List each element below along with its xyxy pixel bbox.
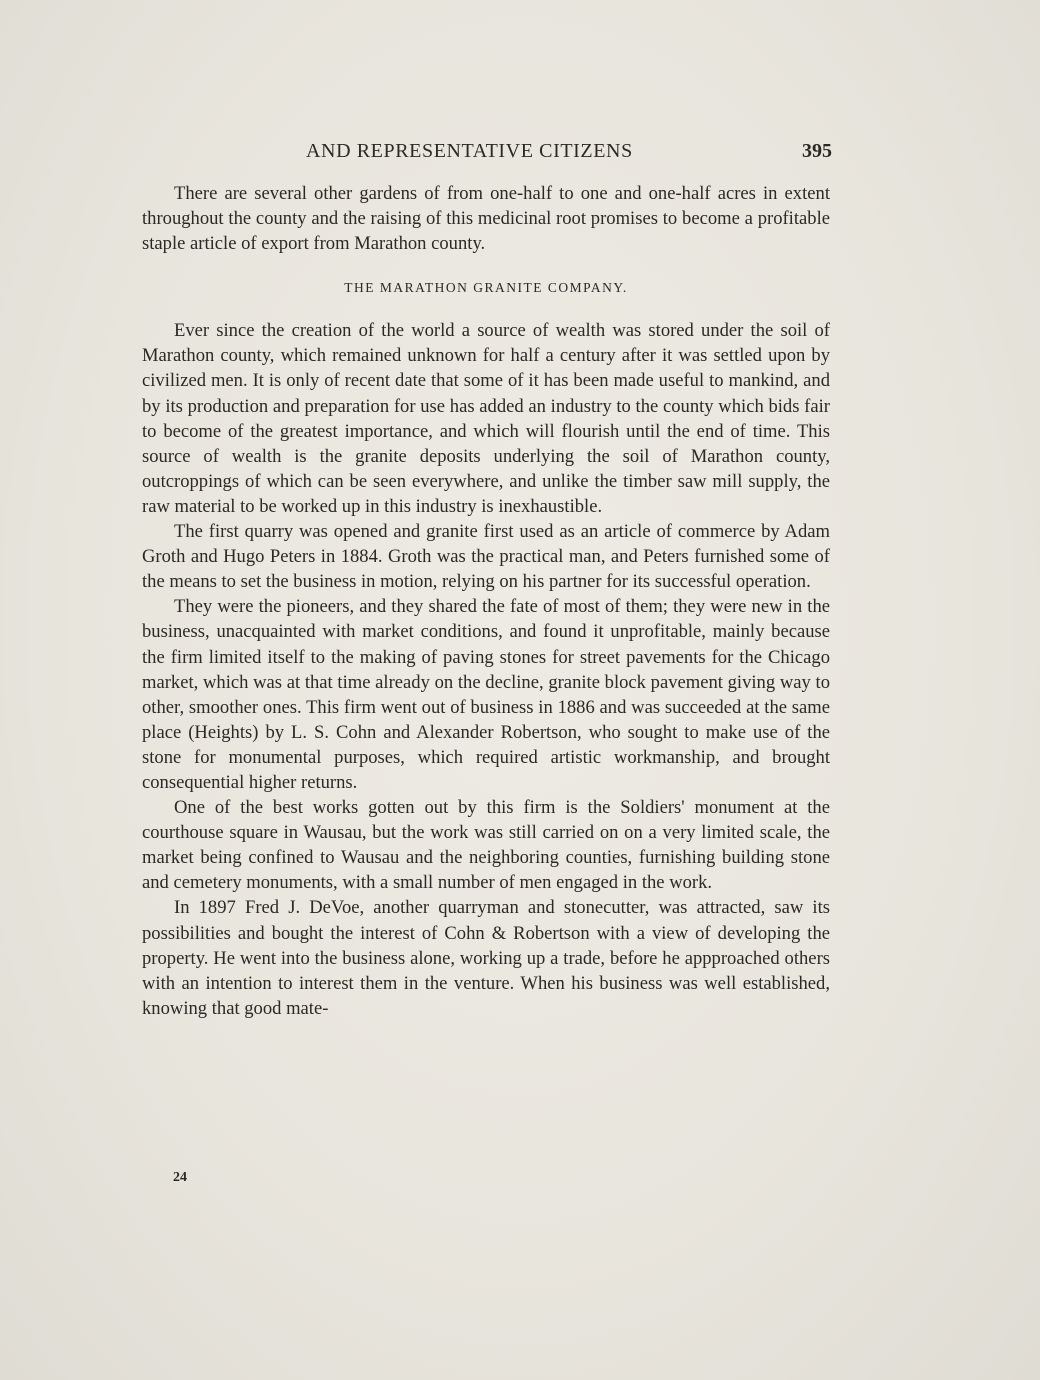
body-text	[142, 181, 830, 1021]
page-number: 395	[802, 140, 832, 162]
paragraph-soldiers-monument: One of the best works gotten out by this firm is the Soldiers' monument at the courthouse square in Wausau, but the work was still carried on on a very limited scale, the market being confined to Wausau and the neighboring counties, furnishing building stone and cemetery monuments, with a small number of men engaged in the work.	[142, 797, 830, 894]
paragraph-creation: Ever since the creation of the world a source of wealth was stored under the soil of Marathon county, which remained unknown for half a century after it was settled upon by civilized men. It is only of recent date that some of it has been made useful to mankind, and by its production and preparation for use has added an industry to the county which bids fair to become of the greatest importance, and which will flourish until the end of time. This source of wealth is the granite deposits underlying the soil of Marathon county, outcroppings of which can be seen everywhere, and unlike the timber saw mill supply, the raw material to be worked up in this industry is inexhaustible.	[142, 320, 830, 517]
paragraph-pioneers: They were the pioneers, and they shared the fate of most of them; they were new in the business, unacquainted with market conditions, and found it unprofitable, mainly because the firm limited itself to the making of paving stones for street pavements for the Chicago market, which was at that time already on the decline, granite block pavement giving way to other, smoother ones. This firm went out of business in 1886 and was succeeded at the same place (Heights) by L. S. Cohn and Alexander Robertson, who sought to make use of the stone for monumental purposes, which required artistic workmanship, and brought consequential higher returns.	[142, 596, 830, 793]
signature-mark: 24	[173, 1170, 187, 1185]
section-heading: THE MARATHON GRANITE COMPANY.	[344, 280, 628, 296]
paragraph-devoe: In 1897 Fred J. DeVoe, another quarryman and stonecutter, was attracted, saw its possibilities and bought the interest of Cohn & Robertson with a view of developing the property. He went into the business alone, working up a trade, before he appproached others with an intention to interest them in the venture. When his business was well established, knowing that good mate-	[142, 897, 830, 1019]
intro-paragraph: There are several other gardens of from one-half to one and one-half acres in extent throughout the county and the raising of this medicinal root promises to become a profitable staple article of export from Marathon county.	[142, 183, 830, 255]
paragraph-first-quarry: The first quarry was opened and granite first used as an article of commerce by Adam Groth and Hugo Peters in 1884. Groth was the practical man, and Peters furnished some of the means to set the business in motion, relying on his partner for its successful operation.	[142, 521, 830, 593]
running-head	[142, 140, 832, 166]
running-title: AND REPRESENTATIVE CITIZENS	[306, 140, 633, 162]
